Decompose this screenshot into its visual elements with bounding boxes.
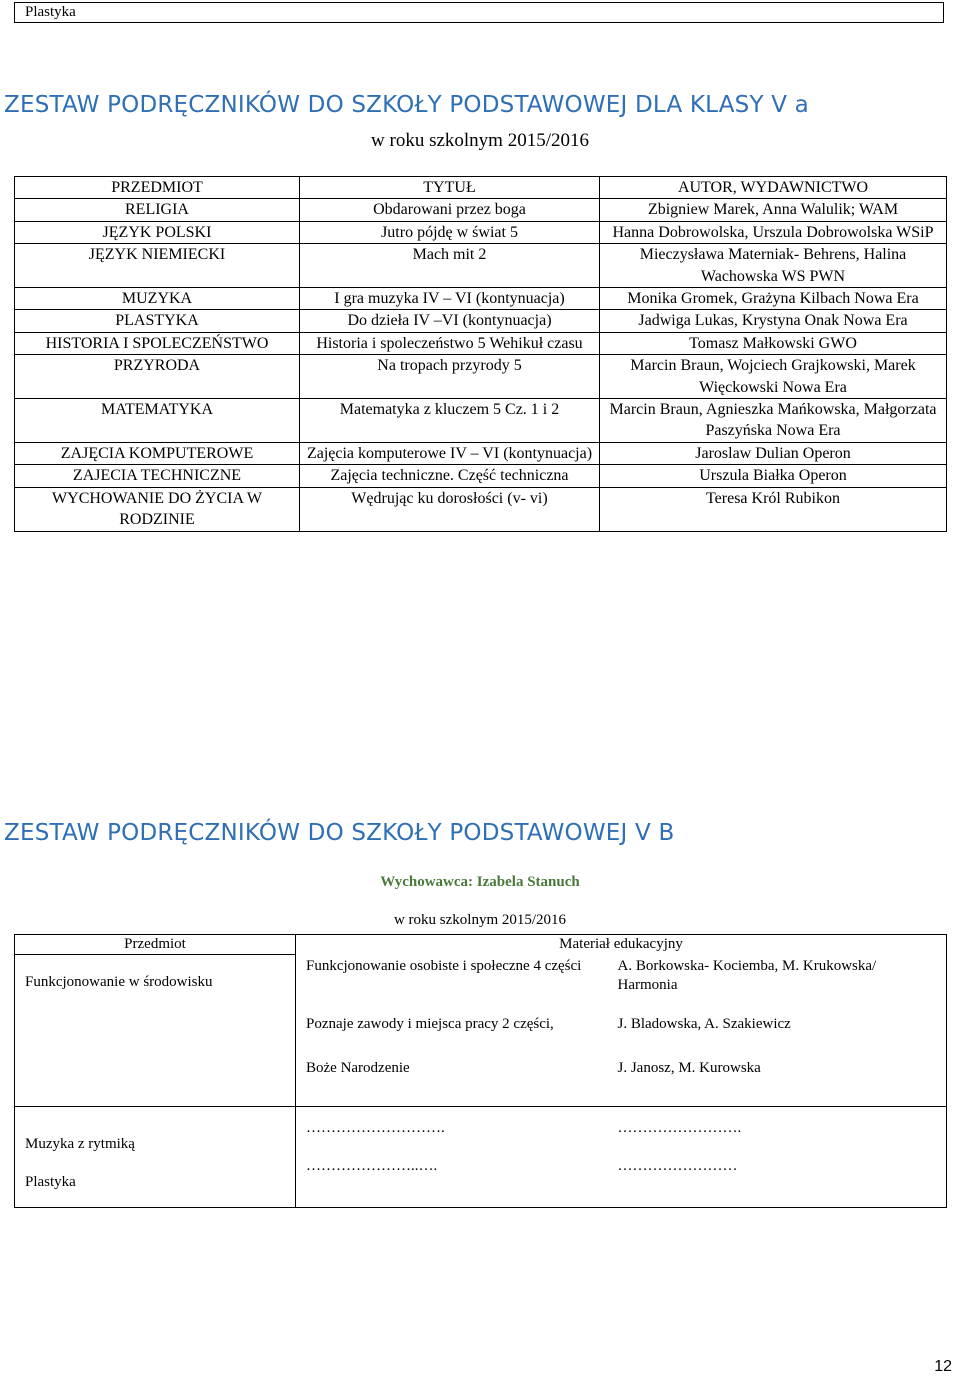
author-cell: Jadwiga Lukas, Krystyna Onak Nowa Era (600, 310, 947, 332)
subject-cell: MATEMATYKA (15, 399, 300, 443)
author-cell: Marcin Braun, Wojciech Grajkowski, Marek Więckowski Nowa Era (600, 355, 947, 399)
author-cell: Hanna Dobrowolska, Urszula Dobrowolska WSiP (600, 221, 947, 243)
table-row (15, 310, 947, 332)
section2-year: w roku szkolnym 2015/2016 (393, 912, 567, 928)
header-subject: PRZEDMIOT (15, 177, 300, 199)
section1-title: ZESTAW PODRĘCZNIKÓW DO SZKOŁY PODSTAWOWEJ DLA KLASY V a (4, 92, 809, 118)
title-cell: Obdarowani przez boga (300, 199, 600, 221)
class-teacher: Wychowawca: Izabela Stanuch (380, 874, 580, 890)
author-cell: Tomasz Małkowski GWO (600, 332, 947, 354)
placeholder-dots: ………………………. (306, 1119, 445, 1136)
title-cell: Na tropach przyrody 5 (300, 355, 600, 399)
subject-cell: ZAJĘCIA KOMPUTEROWE (15, 442, 300, 464)
subject-cell: WYCHOWANIE DO ŻYCIA W RODZINIE (15, 487, 300, 531)
table-row (15, 221, 947, 243)
title-cell: Jutro pójdę w świat 5 (300, 221, 600, 243)
title-cell: Zajęcia techniczne. Część techniczna (300, 465, 600, 487)
title-cell: Zajęcia komputerowe IV – VI (kontynuacja) (300, 442, 600, 464)
author-cell: Jaroslaw Dulian Operon (600, 442, 947, 464)
title-cell: Historia i spoleczeństwo 5 Wehikuł czasu (300, 332, 600, 354)
table-header-row (15, 935, 947, 955)
author-cell: Marcin Braun, Agnieszka Mańkowska, Małgorzata Paszyńska Nowa Era (600, 399, 947, 443)
subject-cell: HISTORIA I SPOLECZEŃSTWO (15, 332, 300, 354)
placeholder-dots: …………………..…. (306, 1157, 438, 1174)
title-cell: Matematyka z kluczem 5 Cz. 1 i 2 (300, 399, 600, 443)
subject-art: Plastyka (25, 1173, 76, 1190)
section1-year: w roku szkolnym 2015/2016 (371, 130, 589, 151)
subject-cell: JĘZYK NIEMIECKI (15, 244, 300, 288)
textbook-table-vb (14, 934, 947, 1208)
table-row (15, 244, 947, 288)
header-box (14, 2, 944, 23)
subject-cell: MUZYKA (15, 288, 300, 310)
header-title: TYTUŁ (300, 177, 600, 199)
subject-cell: JĘZYK POLSKI (15, 221, 300, 243)
subject-cell: PLASTYKA (15, 310, 300, 332)
table-row (15, 955, 947, 1005)
dots-cell (296, 1106, 596, 1207)
table-row (15, 1106, 947, 1207)
subject-cell: ZAJECIA TECHNICZNE (15, 465, 300, 487)
page-number: 12 (934, 1358, 952, 1375)
table-row (15, 199, 947, 221)
table-row (15, 288, 947, 310)
subject-cell: Funkcjonowanie w środowisku (15, 955, 296, 1107)
subject-cell: RELIGIA (15, 199, 300, 221)
author-cell: Mieczysława Materniak- Behrens, Halina Wachowska WS PWN (600, 244, 947, 288)
placeholder-dots: ……………………. (617, 1119, 742, 1136)
table-row (15, 487, 947, 531)
table-row (15, 442, 947, 464)
table-row (15, 355, 947, 399)
dots-cell (596, 1106, 947, 1207)
header-material: Materiał edukacyjny (296, 935, 947, 955)
table-row (15, 399, 947, 443)
title-cell: Do dzieła IV –VI (kontynuacja) (300, 310, 600, 332)
title-cell: Mach mit 2 (300, 244, 600, 288)
material-title-cell: Boże Narodzenie (296, 1049, 596, 1107)
subject-cell: PRZYRODA (15, 355, 300, 399)
table-row (15, 465, 947, 487)
section2-title: ZESTAW PODRĘCZNIKÓW DO SZKOŁY PODSTAWOWEJ V B (4, 820, 675, 846)
table-header-row (15, 177, 947, 199)
material-title-cell: Poznaje zawody i miejsca pracy 2 części, (296, 1005, 596, 1049)
table-row (15, 332, 947, 354)
material-author-cell: J. Janosz, M. Kurowska (596, 1049, 947, 1107)
textbook-table-va (14, 176, 947, 532)
material-author-cell: J. Bladowska, A. Szakiewicz (596, 1005, 947, 1049)
author-cell: Urszula Białka Operon (600, 465, 947, 487)
placeholder-dots: …………………… (617, 1157, 738, 1174)
subject-cell (15, 1106, 296, 1207)
header-box-label: Plastyka (25, 4, 76, 20)
title-cell: I gra muzyka IV – VI (kontynuacja) (300, 288, 600, 310)
material-title-cell: Funkcjonowanie osobiste i społeczne 4 części (296, 955, 596, 1005)
title-cell: Wędrując ku dorosłości (v- vi) (300, 487, 600, 531)
material-author-cell: A. Borkowska- Kociemba, M. Krukowska/ Harmonia (596, 955, 947, 1005)
header-subject: Przedmiot (15, 935, 296, 955)
header-author: AUTOR, WYDAWNICTWO (600, 177, 947, 199)
author-cell: Monika Gromek, Grażyna Kilbach Nowa Era (600, 288, 947, 310)
author-cell: Teresa Król Rubikon (600, 487, 947, 531)
author-cell: Zbigniew Marek, Anna Walulik; WAM (600, 199, 947, 221)
subject-music: Muzyka z rytmiką (25, 1135, 135, 1152)
